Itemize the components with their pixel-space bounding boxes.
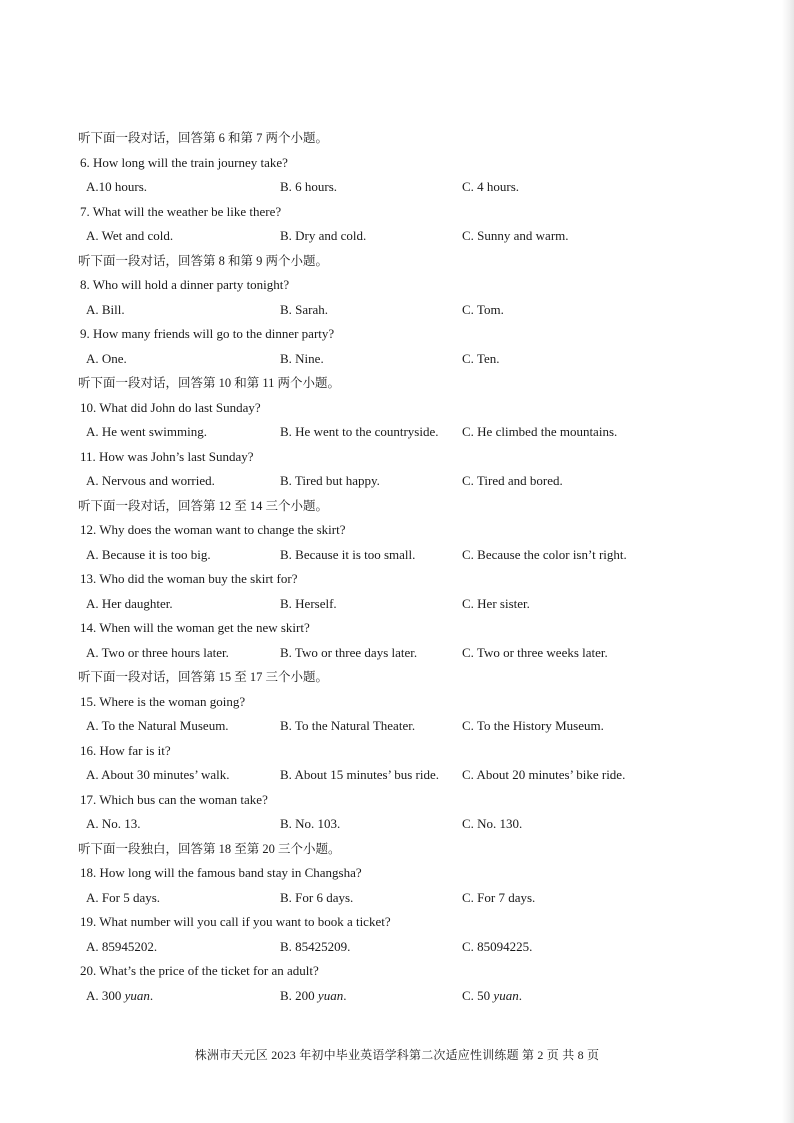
answer-options xyxy=(78,298,698,323)
answer-options xyxy=(78,543,698,568)
answer-options xyxy=(78,175,698,200)
option-a: A. Bill. xyxy=(86,301,125,317)
answer-options xyxy=(78,641,698,666)
option-b: B. 200 yuan. xyxy=(280,987,347,1003)
option-b: B. Dry and cold. xyxy=(280,228,367,243)
answer-options xyxy=(78,592,698,617)
option-c: C. For 7 days. xyxy=(462,889,536,905)
question-text: 9. How many friends will go to the dinner party? xyxy=(80,326,335,341)
option-b: B. Nine. xyxy=(280,350,324,366)
question-text: 10. What did John do last Sunday? xyxy=(80,399,261,415)
option-b: B. No. 103. xyxy=(280,816,341,831)
question-list xyxy=(78,126,698,1008)
option-b: B. To the Natural Theater. xyxy=(280,718,416,733)
answer-options xyxy=(78,812,698,837)
option-c: C. To the History Museum. xyxy=(462,718,604,733)
option-b: B. Tired but happy. xyxy=(280,473,380,488)
option-b: B. About 15 minutes’ bus ride. xyxy=(280,767,440,782)
option-c: C. Two or three weeks later. xyxy=(462,644,608,660)
option-b: B. 6 hours. xyxy=(280,179,338,194)
option-c: C. 50 yuan. xyxy=(462,987,522,1003)
option-b: B. He went to the countryside. xyxy=(280,424,439,439)
section-instruction: 听下面一段对话，回答第 15 至 17 三个小题。 xyxy=(78,670,329,684)
question-text: 17. Which bus can the woman take? xyxy=(80,791,268,807)
question-text: 11. How was John’s last Sunday? xyxy=(80,448,254,464)
option-a: A. For 5 days. xyxy=(86,889,161,905)
option-a: A. Nervous and worried. xyxy=(86,473,215,488)
option-a: A.10 hours. xyxy=(86,179,148,194)
option-a: A. About 30 minutes’ walk. xyxy=(86,767,230,782)
page-edge-shadow xyxy=(782,0,794,1123)
option-c: C. He climbed the mountains. xyxy=(462,424,618,439)
section-instruction: 听下面一段对话，回答第 12 至 14 三个小题。 xyxy=(78,498,329,513)
option-c: C. 85094225. xyxy=(462,938,533,954)
option-b: B. Sarah. xyxy=(280,301,329,317)
option-c: C. Sunny and warm. xyxy=(462,228,569,243)
option-c: C. Ten. xyxy=(462,350,500,366)
answer-options xyxy=(78,886,698,911)
option-a: A. 85945202. xyxy=(86,938,158,954)
option-c: C. Tired and bored. xyxy=(462,473,563,488)
answer-options xyxy=(78,420,698,445)
question-text: 18. How long will the famous band stay in Changsha? xyxy=(80,865,362,880)
question-text: 15. Where is the woman going? xyxy=(80,693,246,709)
answer-options xyxy=(78,347,698,372)
question-text: 16. How far is it? xyxy=(80,742,171,758)
option-a: A. Because it is too big. xyxy=(86,546,211,562)
answer-options xyxy=(78,714,698,739)
question-text: 7. What will the weather be like there? xyxy=(80,203,282,219)
option-c: C. No. 130. xyxy=(462,816,523,831)
option-b: B. Two or three days later. xyxy=(280,644,418,660)
page-footer: 株洲市天元区 2023 年初中毕业英语学科第二次适应性训练题 第 2 页 共 8 页 xyxy=(194,1048,600,1062)
option-b: B. 85425209. xyxy=(280,938,351,954)
question-text: 13. Who did the woman buy the skirt for? xyxy=(80,571,298,586)
option-a: A. 300 yuan. xyxy=(86,987,154,1003)
answer-options xyxy=(78,469,698,494)
section-instruction: 听下面一段对话，回答第 10 和第 11 两个小题。 xyxy=(78,376,341,390)
option-c: C. About 20 minutes’ bike ride. xyxy=(462,767,626,782)
question-text: 8. Who will hold a dinner party tonight? xyxy=(80,277,290,292)
answer-options xyxy=(78,935,698,960)
section-instruction: 听下面一段对话，回答第 6 和第 7 两个小题。 xyxy=(78,131,329,145)
option-c: C. 4 hours. xyxy=(462,179,520,194)
section-instruction: 听下面一段对话，回答第 8 和第 9 两个小题。 xyxy=(78,253,329,268)
section-instruction: 听下面一段独白，回答第 18 至第 20 三个小题。 xyxy=(78,841,341,856)
option-a: A. No. 13. xyxy=(86,816,141,831)
option-c: C. Her sister. xyxy=(462,595,530,611)
option-c: C. Tom. xyxy=(462,301,504,317)
question-text: 6. How long will the train journey take? xyxy=(80,154,288,170)
question-text: 12. Why does the woman want to change the skirt? xyxy=(80,522,346,537)
option-b: B. Herself. xyxy=(280,595,337,611)
option-a: A. One. xyxy=(86,350,127,366)
option-a: A. To the Natural Museum. xyxy=(86,718,229,733)
option-a: A. Wet and cold. xyxy=(86,228,174,243)
question-text: 20. What’s the price of the ticket for an adult? xyxy=(80,963,319,978)
option-a: A. Two or three hours later. xyxy=(86,644,229,660)
answer-options xyxy=(78,763,698,788)
option-a: A. He went swimming. xyxy=(86,424,207,439)
option-a: A. Her daughter. xyxy=(86,595,173,611)
option-b: B. Because it is too small. xyxy=(280,546,416,562)
question-text: 19. What number will you call if you want to book a ticket? xyxy=(80,914,391,929)
option-c: C. Because the color isn’t right. xyxy=(462,546,627,562)
answer-options xyxy=(78,984,698,1009)
answer-options xyxy=(78,224,698,249)
question-text: 14. When will the woman get the new skirt? xyxy=(80,620,310,635)
option-b: B. For 6 days. xyxy=(280,889,354,905)
